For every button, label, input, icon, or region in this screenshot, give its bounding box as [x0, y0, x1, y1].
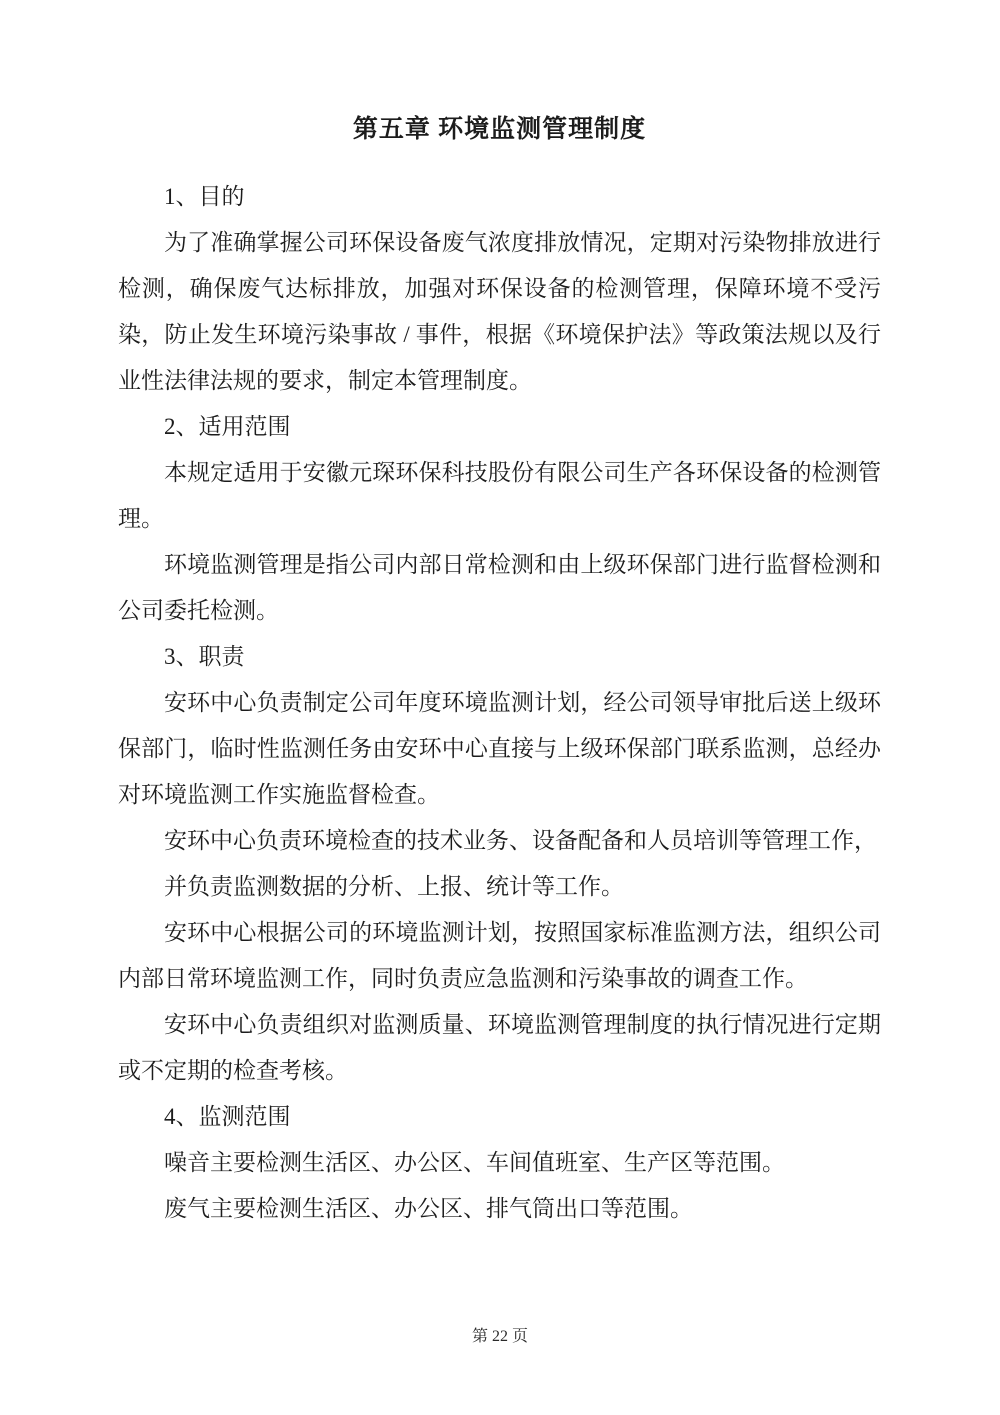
- section-heading-purpose: 1、目的: [164, 184, 245, 209]
- section-heading-scope: 2、适用范围: [164, 414, 291, 439]
- body-paragraph: 并负责监测数据的分析、上报、统计等工作。: [164, 874, 624, 899]
- section-heading-responsibilities: 3、职责: [164, 644, 245, 669]
- body-paragraph: 安环中心根据公司的环境监测计划，按照国家标准监测方法，组织公司内部日常环境监测工作，同时负责应急监测和污染事故的调查工作。: [118, 920, 881, 991]
- body-paragraph: 安环中心负责环境检查的技术业务、设备配备和人员培训等管理工作，: [164, 828, 877, 853]
- body-paragraph: 废气主要检测生活区、办公区、排气筒出口等范围。: [164, 1196, 693, 1221]
- document-content: [118, 107, 881, 1232]
- section-heading-monitoring-scope: 4、监测范围: [164, 1104, 291, 1129]
- body-paragraph: 环境监测管理是指公司内部日常检测和由上级环保部门进行监督检测和公司委托检测。: [118, 552, 881, 623]
- body-paragraph: 安环中心负责组织对监测质量、环境监测管理制度的执行情况进行定期或不定期的检查考核。: [118, 1012, 881, 1083]
- body-paragraph: 噪音主要检测生活区、办公区、车间值班室、生产区等范围。: [164, 1150, 785, 1175]
- body-paragraph: 本规定适用于安徽元琛环保科技股份有限公司生产各环保设备的检测管理。: [118, 460, 881, 531]
- page-title: 第五章 环境监测管理制度: [352, 116, 647, 143]
- page-number: 第 22 页: [471, 1328, 528, 1345]
- body-paragraph: 安环中心负责制定公司年度环境监测计划，经公司领导审批后送上级环保部门，临时性监测任务由安环中心直接与上级环保部门联系监测，总经办对环境监测工作实施监督检查。: [118, 690, 881, 807]
- body-paragraph: 为了准确掌握公司环保设备废气浓度排放情况，定期对污染物排放进行检测，确保废气达标排放，加强对环保设备的检测管理，保障环境不受污染，防止发生环境污染事故 / 事件，根据《环境保护法》等政策法规以及行业性法律法规的要求，制定本管理制度。: [118, 230, 881, 393]
